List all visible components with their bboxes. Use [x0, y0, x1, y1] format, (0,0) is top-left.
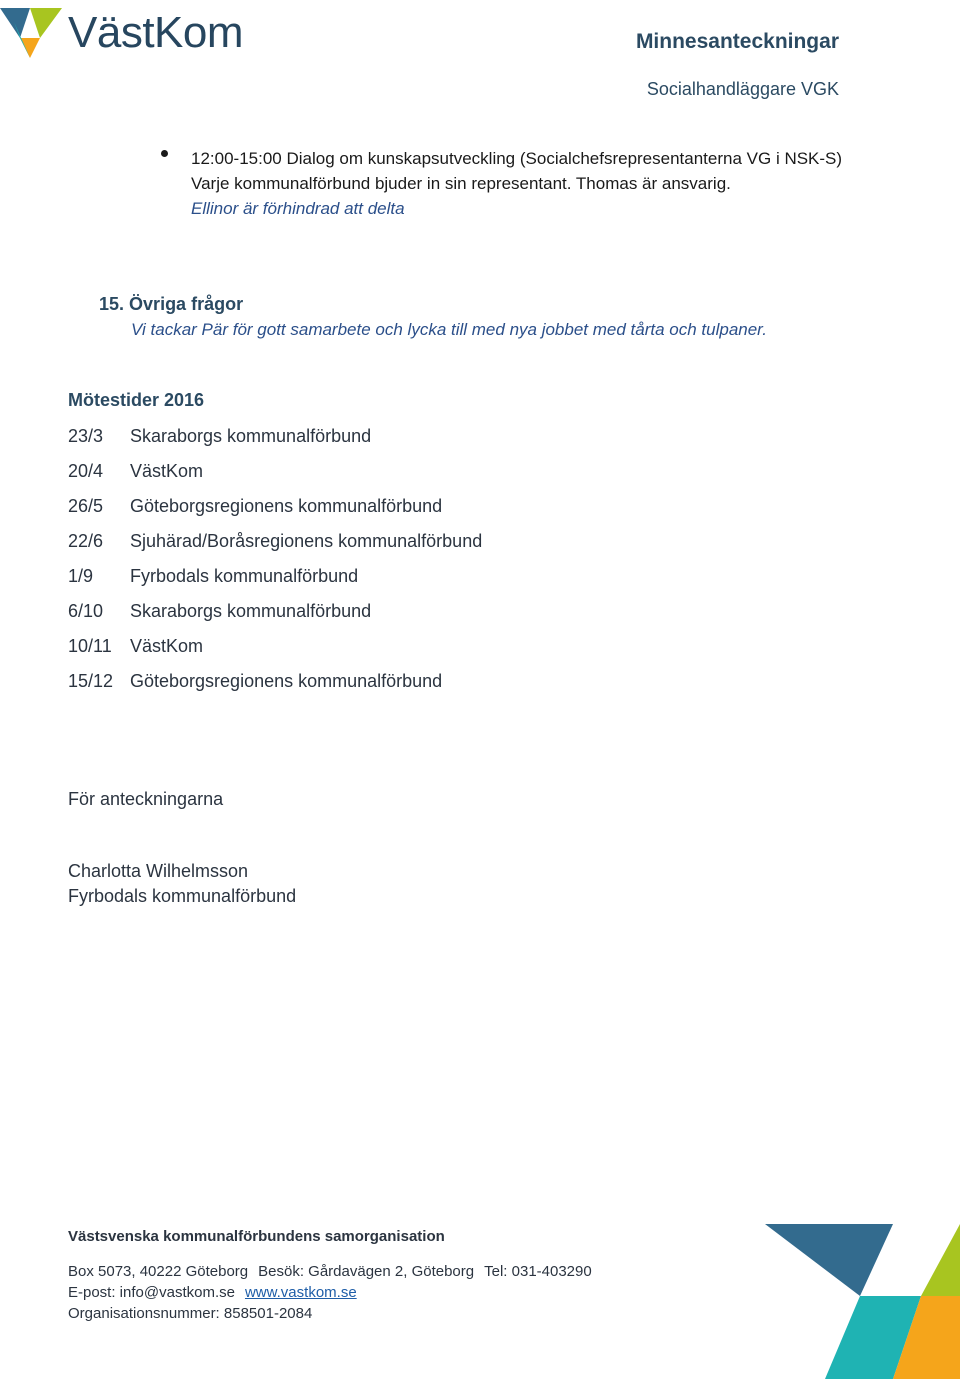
meeting-date: 1/9: [68, 566, 94, 586]
meeting-date: 23/3: [68, 426, 104, 446]
meeting-times-title: Mötestider 2016: [68, 390, 205, 410]
meeting-date: 6/10: [68, 601, 104, 621]
meeting-date: 10/11: [68, 636, 112, 656]
meeting-row: [68, 636, 482, 671]
meeting-org: Göteborgsregionens kommunalförbund: [130, 671, 443, 691]
logo-text: VästKom: [68, 8, 244, 57]
footer-address: Box 5073, 40222 Göteborg: [68, 1263, 249, 1280]
footer-org-name: Västsvenska kommunalförbundens samorganisation: [68, 1228, 445, 1245]
meeting-org: Skaraborgs kommunalförbund: [130, 426, 372, 446]
meeting-date: 15/12: [68, 671, 114, 691]
footer-phone: Tel: 031-403290: [484, 1263, 592, 1280]
meeting-date: 20/4: [68, 461, 104, 481]
footer-contact: [68, 1261, 592, 1324]
bullet-text: 12:00-15:00 Dialog om kunskapsutveckling (Socialchefsrepresentanterna VG i NSK-S) Varje kommunalförbund bjuder in sin representant. Thomas är ansvarig.: [191, 149, 843, 193]
meeting-org: Sjuhärad/Boråsregionens kommunalförbund: [130, 531, 483, 551]
meeting-date: 26/5: [68, 496, 104, 516]
meeting-row: [68, 461, 482, 496]
meeting-org: Fyrbodals kommunalförbund: [130, 566, 359, 586]
footer-website-link[interactable]: www.vastkom.se: [244, 1284, 357, 1301]
footer-line-2: [68, 1282, 592, 1303]
signature-org: Fyrbodals kommunalförbund: [68, 886, 297, 906]
document-title: Minnesanteckningar: [635, 30, 839, 53]
signature-name: Charlotta Wilhelmsson: [68, 861, 249, 881]
corner-graphic-icon: [765, 1224, 960, 1379]
meeting-row: [68, 496, 482, 531]
footer-org-number: Organisationsnummer: 858501-2084: [68, 1305, 313, 1322]
meeting-org: VästKom: [130, 461, 204, 481]
bullet-item: [191, 146, 851, 221]
footer-visit: Besök: Gårdavägen 2, Göteborg: [258, 1263, 475, 1280]
meeting-row: [68, 601, 482, 636]
bullet-dot-icon: [161, 150, 168, 157]
document-subtitle: Socialhandläggare VGK: [646, 79, 839, 99]
meeting-org: Göteborgsregionens kommunalförbund: [130, 496, 443, 516]
section-15-heading: [99, 294, 243, 315]
footer-email: E-post: info@vastkom.se: [68, 1284, 235, 1301]
meeting-row: [68, 531, 482, 566]
notes-label: För anteckningarna: [68, 789, 224, 809]
section-15-number: 15.: [99, 294, 125, 314]
meeting-times-list: [68, 426, 482, 706]
section-15-title: Övriga frågor: [129, 294, 244, 314]
meeting-row: [68, 426, 482, 461]
meeting-org: VästKom: [130, 636, 204, 656]
meeting-org: Skaraborgs kommunalförbund: [130, 601, 372, 621]
footer-line-1: [68, 1261, 592, 1282]
bullet-note: Ellinor är förhindrad att delta: [191, 199, 405, 218]
meeting-row: [68, 566, 482, 601]
signature-block: [68, 859, 296, 909]
meeting-row: [68, 671, 482, 706]
section-15-body: Vi tackar Pär för gott samarbete och lycka till med nya jobbet med tårta och tulpaner.: [131, 320, 767, 339]
meeting-date: 22/6: [68, 531, 104, 551]
